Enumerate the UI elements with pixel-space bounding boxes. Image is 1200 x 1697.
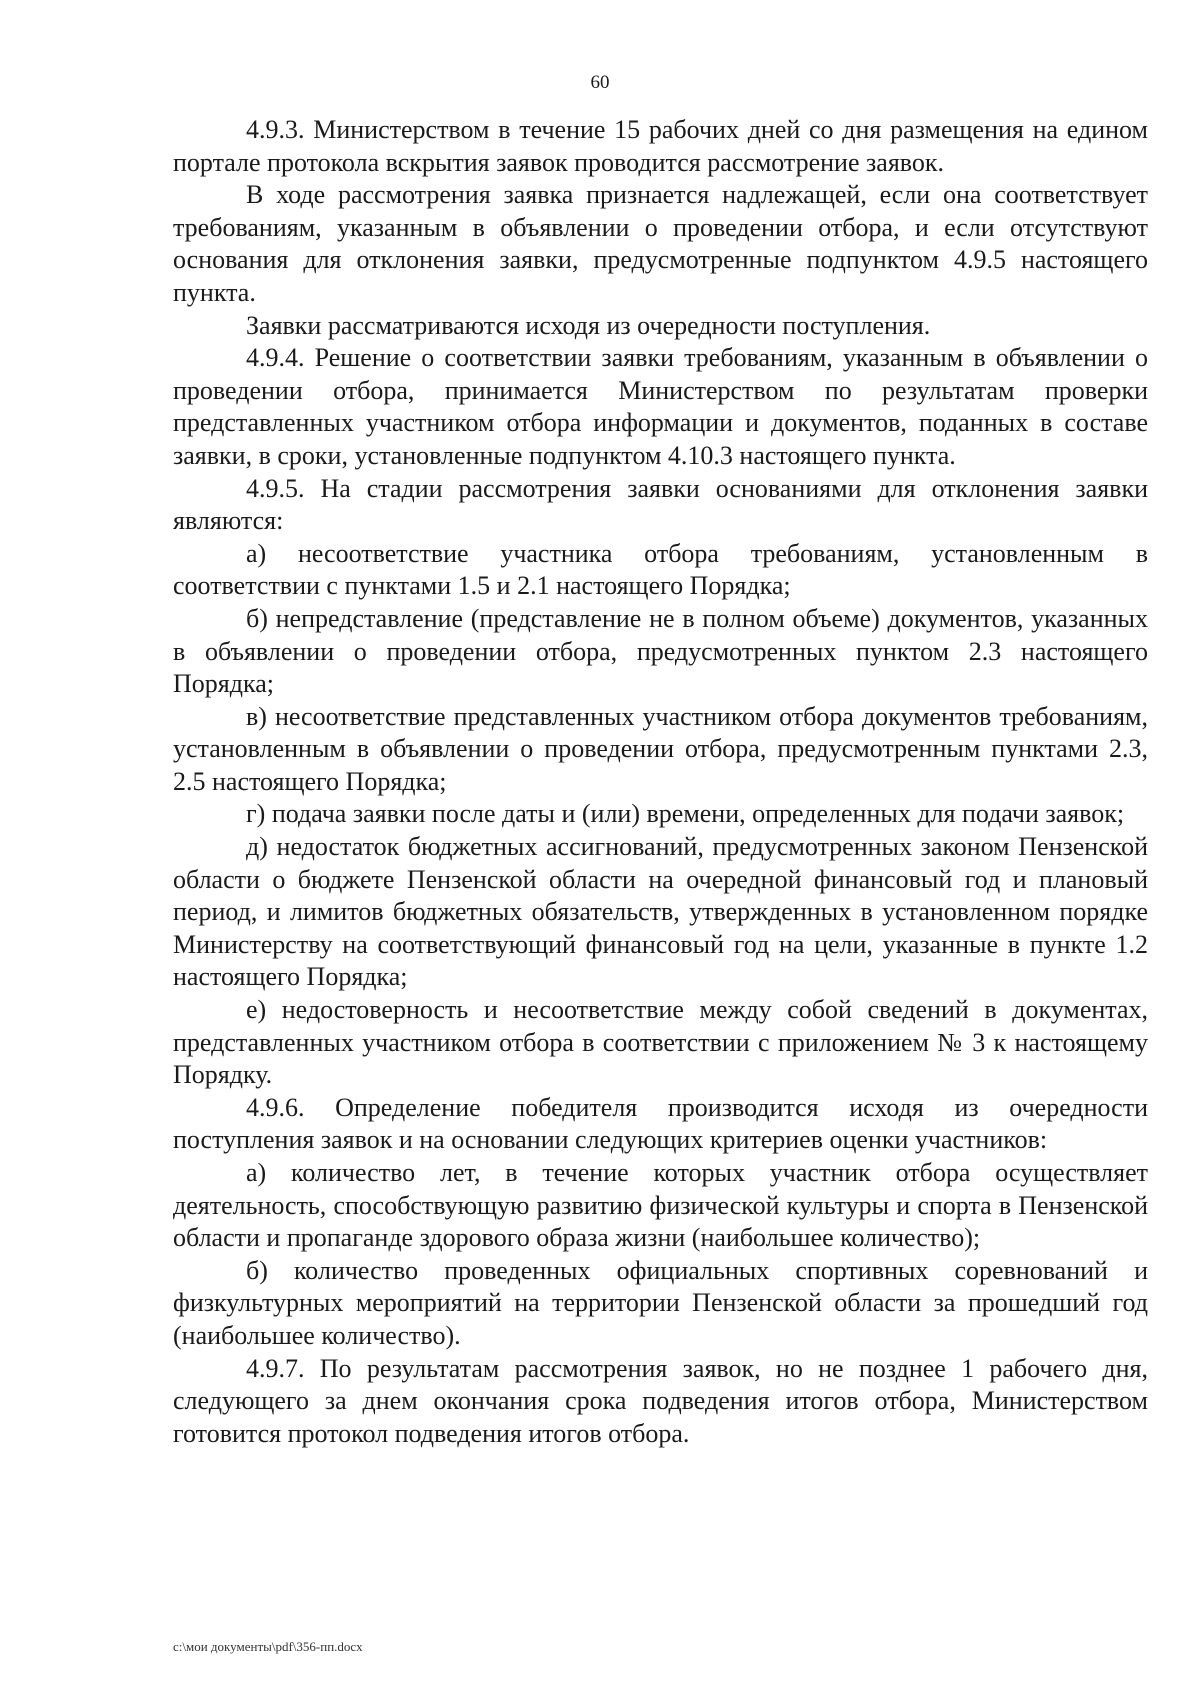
paragraph-4-9-6: 4.9.6. Определение победителя производится исходя из очередности поступления заявок и на основании следующих критериев оценки участников: (173, 1092, 1148, 1155)
paragraph-4-9-7: 4.9.7. По результатам рассмотрения заявок, но не позднее 1 рабочего дня, следующего за днем окончания срока подведения итогов отбора, Министерством готовится протокол подведения итогов отбора. (173, 1353, 1148, 1448)
page-number: 60 (590, 72, 610, 93)
list-item-a: а) несоответствие участника отбора требованиям, установленным в соответствии с пунктами 1.5 и 2.1 настоящего Порядка; (173, 538, 1148, 601)
footer-file-path: c:\мои документы\pdf\356-пп.docx (173, 1639, 363, 1654)
list-item-b: б) непредставление (представление не в полном объеме) документов, указанных в объявлении о проведении отбора, предусмотренных пунктом 2.3 настоящего Порядка; (173, 603, 1148, 699)
paragraph-4-9-5: 4.9.5. На стадии рассмотрения заявки основаниями для отклонения заявки являются: (173, 473, 1148, 536)
criteria-item-b: б) количество проведенных официальных спортивных соревнований и физкультурных мероприятий на территории Пензенской области за прошедший год (наибольшее количество). (173, 1255, 1148, 1350)
paragraph-4-9-3: 4.9.3. Министерством в течение 15 рабочих дней со дня размещения на едином портале протокола вскрытия заявок проводится рассмотрение заявок. (173, 115, 1148, 177)
paragraph-order-of-review: Заявки рассматриваются исходя из очередности поступления. (246, 310, 931, 340)
list-item-d: д) недостаток бюджетных ассигнований, предусмотренных законом Пензенской области о бюджете Пензенской области на очередной финансовый год и плановый период, и лимитов бюджетных обязательств, утвержденных в установленном порядке Министерству на соответствующий финансовый год на цели, указанные в пункте 1.2 настоящего Порядка; (173, 832, 1148, 992)
paragraph-4-9-4: 4.9.4. Решение о соответствии заявки требованиям, указанным в объявлении о проведении отбора, принимается Министерством по результатам проверки представленных участником отбора информации и документов, поданных в составе заявки, в сроки, установленные подпунктом 4.10.3 настоящего пункта. (173, 343, 1148, 470)
list-item-v: в) несоответствие представленных участником отбора документов требованиям, установленным в объявлении о проведении отбора, предусмотренным пунктами 2.3, 2.5 настоящего Порядка; (173, 701, 1148, 796)
list-item-e: е) недостоверность и несоответствие между собой сведений в документах, представленных участником отбора в соответствии с приложением № 3 к настоящему Порядку. (173, 995, 1148, 1090)
paragraph-review-conditions: В ходе рассмотрения заявка признается надлежащей, если она соответствует требованиям, указанным в объявлении о проведении отбора, и если отсутствуют основания для отклонения заявки, предусмотренные подпунктом 4.9.5 настоящего пункта. (173, 180, 1148, 307)
criteria-item-a: а) количество лет, в течение которых участник отбора осуществляет деятельность, способствующую развитию физической культуры и спорта в Пензенской области и пропаганде здорового образа жизни (наибольшее количество); (173, 1158, 1148, 1253)
list-item-g: г) подача заявки после даты и (или) времени, определенных для подачи заявок; (246, 799, 1125, 829)
document-body (173, 114, 1148, 1450)
